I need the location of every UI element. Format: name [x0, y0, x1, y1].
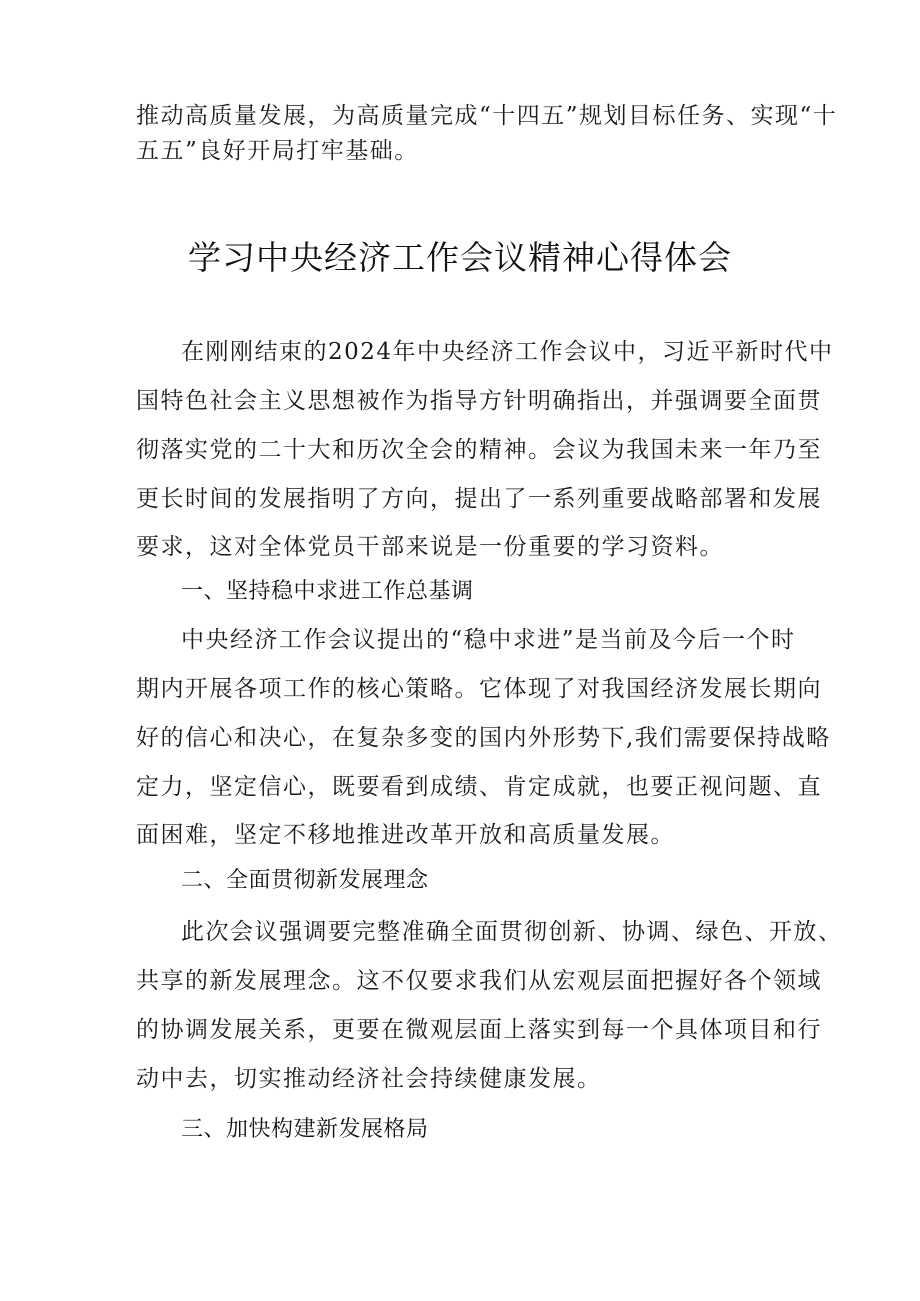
intro-line-1: 推动高质量发展，为高质量完成“十四五”规划目标任务、实现“十	[136, 103, 838, 129]
paragraph-1-line-3: 彻落实党的二十大和历次全会的精神。会议为我国未来一年乃至	[136, 437, 822, 463]
section-1-line-1: 中央经济工作会议提出的“稳中求进”是当前及今后一个时	[181, 627, 796, 653]
section-2-line-3: 的协调发展关系，更要在微观层面上落实到每一个具体项目和行	[136, 1017, 822, 1043]
section-1-line-5: 面困难，坚定不移地推进改革开放和高质量发展。	[136, 822, 675, 848]
paragraph-1-line-4: 更长时间的发展指明了方向，提出了一系列重要战略部署和发展	[136, 486, 822, 512]
section-1-line-4: 定力，坚定信心，既要看到成绩、肯定成就，也要正视问题、直	[136, 774, 822, 800]
section-1-line-2: 期内开展各项工作的核心策略。它体现了对我国经济发展长期向	[136, 676, 822, 702]
section-heading-3: 三、加快构建新发展格局	[181, 1117, 429, 1142]
section-2-line-1: 此次会议强调要完整准确全面贯彻创新、协调、绿色、开放、	[181, 919, 843, 945]
section-2-line-4: 动中去，切实推动经济社会持续健康发展。	[136, 1066, 602, 1092]
paragraph-1-line-2: 国特色社会主义思想被作为指导方针明确指出，并强调要全面贯	[136, 388, 822, 414]
document-title: 学习中央经济工作会议精神心得体会	[188, 238, 732, 277]
section-1-line-3: 好的信心和决心，在复杂多变的国内外形势下,我们需要保持战略	[136, 725, 831, 751]
section-heading-2: 二、全面贯彻新发展理念	[181, 868, 429, 893]
intro-line-2: 五五”良好开局打牢基础。	[136, 138, 419, 164]
section-heading-1: 一、坚持稳中求进工作总基调	[181, 579, 474, 604]
section-2-line-2: 共享的新发展理念。这不仅要求我们从宏观层面把握好各个领域	[136, 968, 822, 994]
paragraph-1-line-1: 在刚刚结束的2024年中央经济工作会议中，习近平新时代中	[181, 339, 834, 365]
paragraph-1-line-5: 要求，这对全体党员干部来说是一份重要的学习资料。	[136, 534, 724, 560]
